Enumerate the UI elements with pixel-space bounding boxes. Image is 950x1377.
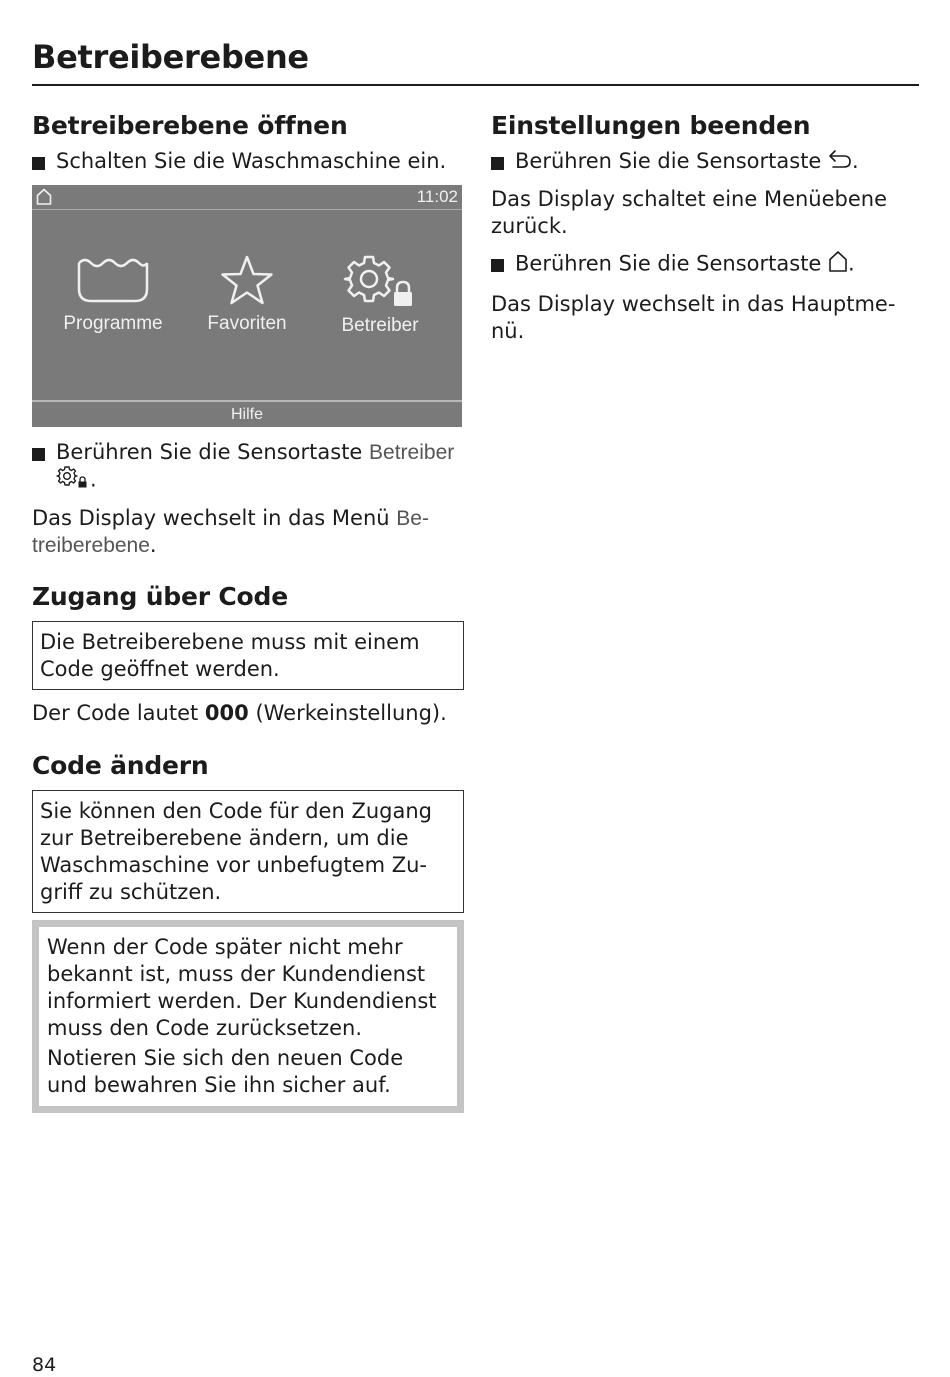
result-end: . xyxy=(149,533,157,557)
result-main-menu: Das Display wechselt in das Hauptme-nü. xyxy=(491,291,896,343)
result-menu-back: Das Display schaltet eine Menüebene zurück. xyxy=(491,186,888,238)
instruction-switch-on xyxy=(32,148,464,175)
page-title: Betreiberebene xyxy=(32,38,309,76)
result-menu-betreiberebene xyxy=(32,505,464,559)
back-icon xyxy=(828,149,852,176)
star-icon xyxy=(220,255,274,305)
home-icon[interactable] xyxy=(36,188,52,210)
home-icon xyxy=(828,250,848,279)
instruction-text: Berühren Sie die Sensortaste xyxy=(56,440,370,464)
menu-term-part2: treiberebene xyxy=(32,534,150,557)
tub-icon xyxy=(76,255,150,305)
tile-betreiber[interactable] xyxy=(315,255,445,337)
instruction-text: Schalten Sie die Waschmaschine ein. xyxy=(56,149,447,173)
code-value: 000 xyxy=(204,701,249,725)
tile-label-betreiber: Betreiber xyxy=(341,315,419,336)
page-number: 84 xyxy=(32,1354,57,1376)
code-default-text xyxy=(32,700,464,727)
note-paragraph-2: Notieren Sie sich den neuen Code und bewahren Sie ihn sicher auf. xyxy=(47,1046,404,1097)
info-box-change-code: Sie können den Code für den Zugang zur Betreiberebene ändern, um die Waschmaschine vor unbefugtem Zu-griff zu schützen. xyxy=(32,790,464,913)
section-heading-exit-settings: Einstellungen beenden xyxy=(491,111,811,140)
gear-lock-icon xyxy=(343,255,417,307)
instruction-end: . xyxy=(848,251,855,275)
sensor-key-betreiber-label: Betreiber xyxy=(369,441,455,464)
instruction-text: Berühren Sie die Sensortaste xyxy=(515,251,829,275)
section-heading-change-code: Code ändern xyxy=(32,751,209,780)
tile-programme[interactable] xyxy=(48,255,178,335)
result-text: Das Display wechselt in das Menü xyxy=(32,506,397,530)
section-heading-open: Betreiberebene öffnen xyxy=(32,111,348,140)
display-clock: 11:02 xyxy=(416,187,458,206)
tile-label-programme: Programme xyxy=(63,313,163,334)
display-help-button[interactable]: Hilfe xyxy=(32,400,462,427)
info-box-code-required: Die Betreiberebene muss mit einem Code geöffnet werden. xyxy=(32,621,464,690)
right-column xyxy=(491,108,919,345)
instruction-touch-betreiber xyxy=(32,439,464,495)
instruction-touch-back xyxy=(491,148,919,176)
left-column xyxy=(32,108,464,1113)
instruction-end: . xyxy=(852,149,859,173)
tile-favoriten[interactable] xyxy=(182,255,312,335)
instruction-text: Berühren Sie die Sensortaste xyxy=(515,149,829,173)
instruction-end: . xyxy=(90,467,97,492)
note-paragraph-1: Wenn der Code später nicht mehr bekannt ist, muss der Kundendienst informiert werden. Der Kundendienst muss den Code zurücksetzen. xyxy=(47,935,437,1040)
display-screen xyxy=(32,185,462,427)
instruction-touch-home xyxy=(491,250,919,279)
code-prefix: Der Code lautet xyxy=(32,701,205,725)
menu-term-part1: Be- xyxy=(396,507,429,530)
warning-note xyxy=(32,920,464,1113)
tile-label-favoriten: Favoriten xyxy=(207,313,287,334)
code-suffix: (Werkeinstellung). xyxy=(248,701,447,725)
gear-lock-icon xyxy=(56,466,90,495)
title-divider xyxy=(32,84,919,86)
section-heading-code-access: Zugang über Code xyxy=(32,582,288,611)
display-status-bar xyxy=(32,185,462,210)
